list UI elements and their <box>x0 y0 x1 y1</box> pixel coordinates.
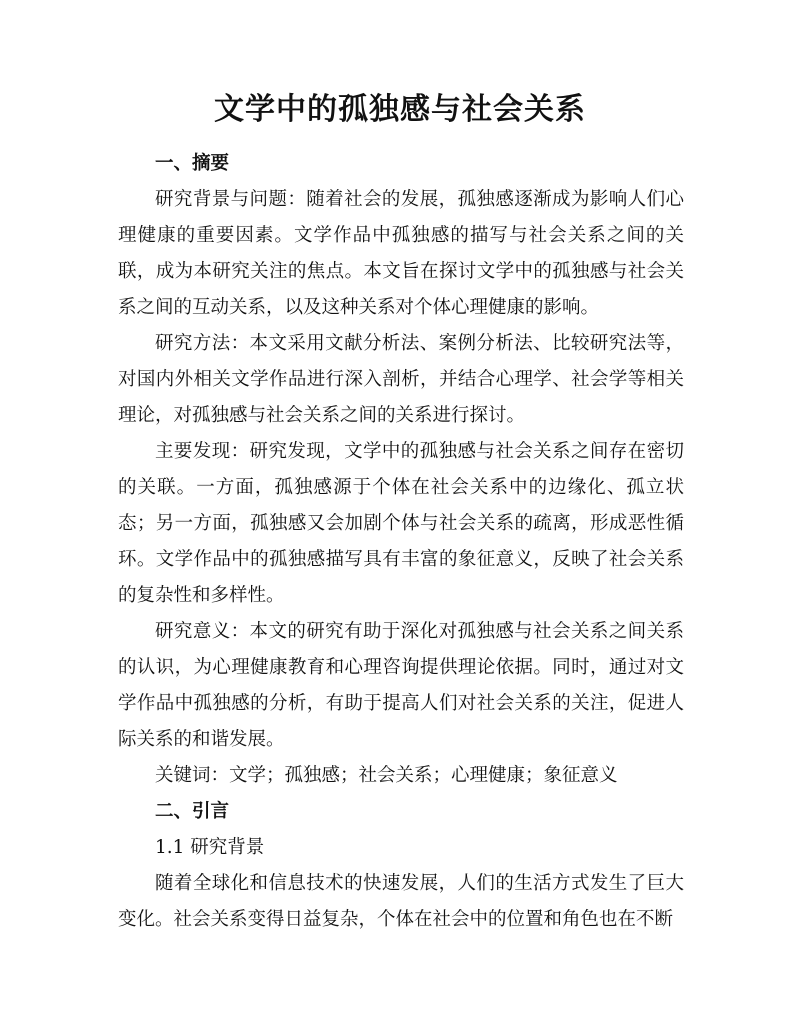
section-heading-introduction: 二、引言 <box>155 801 230 822</box>
subsection-heading-background: 1.1 研究背景 <box>155 837 265 858</box>
abstract-paragraph-background: 研究背景与问题：随着社会的发展，孤独感逐渐成为影响人们心理健康的重要因素。文学作品中孤独感的描写与社会关系之间的关联，成为本研究关注的焦点。本文旨在探讨文学中的孤独感与社会关系之间的互动关系，以及这种关系对个体心理健康的影响。 <box>118 189 684 318</box>
document-title: 文学中的孤独感与社会关系 <box>214 92 586 127</box>
abstract-paragraph-findings: 主要发现：研究发现，文学中的孤独感与社会关系之间存在密切的关联。一方面，孤独感源于个体在社会关系中的边缘化、孤立状态；另一方面，孤独感又会加剧个体与社会关系的疏离，形成恶性循环。文学作品中的孤独感描写具有丰富的象征意义，反映了社会关系的复杂性和多样性。 <box>118 441 684 606</box>
intro-paragraph: 随着全球化和信息技术的快速发展，人们的生活方式发生了巨大变化。社会关系变得日益复杂，个体在社会中的位置和角色也在不断 <box>118 873 684 930</box>
abstract-paragraph-methods: 研究方法：本文采用文献分析法、案例分析法、比较研究法等，对国内外相关文学作品进行深入剖析，并结合心理学、社会学等相关理论，对孤独感与社会关系之间的关系进行探讨。 <box>118 333 684 426</box>
abstract-paragraph-significance: 研究意义：本文的研究有助于深化对孤独感与社会关系之间关系的认识，为心理健康教育和心理咨询提供理论依据。同时，通过对文学作品中孤独感的分析，有助于提高人们对社会关系的关注，促进人际关系的和谐发展。 <box>118 621 684 750</box>
section-heading-abstract: 一、摘要 <box>155 153 230 174</box>
keywords-line: 关键词：文学；孤独感；社会关系；心理健康；象征意义 <box>155 765 618 786</box>
document-body <box>118 146 684 938</box>
